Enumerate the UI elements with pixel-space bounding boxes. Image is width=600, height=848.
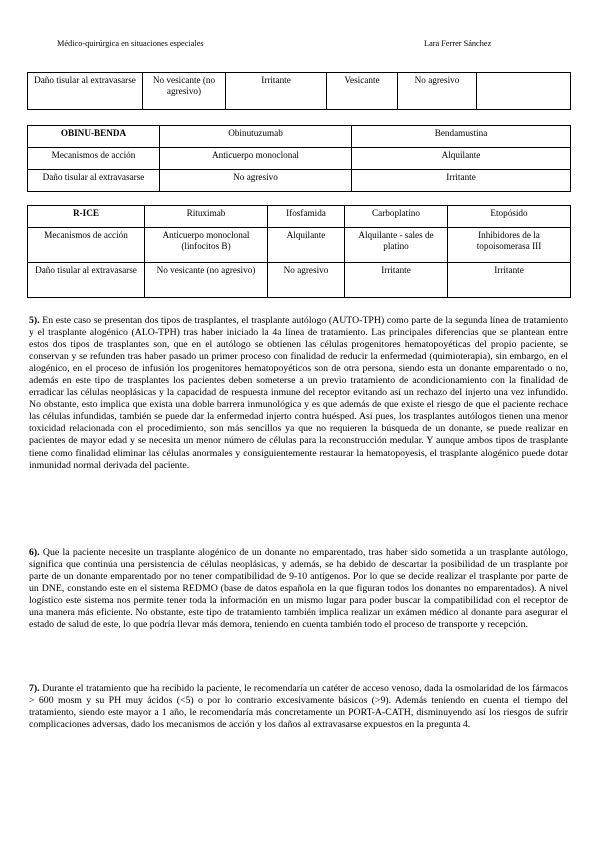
table-cell: Inhibidores de la topoisomerasa III — [448, 228, 571, 263]
table-header-cell: Rituximab — [145, 206, 268, 228]
table-cell: Irritante — [345, 263, 448, 298]
table-row — [28, 170, 571, 192]
table-row — [28, 148, 571, 170]
table-row — [28, 206, 571, 228]
table-cell: No vesicante (no agresivo) — [143, 73, 226, 110]
table-cell — [477, 73, 571, 110]
table-row-label: Mecanismos de acción — [28, 228, 145, 263]
table-row — [28, 126, 571, 148]
paragraph-answer-6 — [29, 547, 568, 631]
table-cell: Vesicante — [327, 73, 398, 110]
table-header-cell: Carboplatino — [345, 206, 448, 228]
paragraph-answer-7 — [29, 683, 568, 731]
table-header-cell: Obinutuzumab — [160, 126, 352, 148]
paragraph-number: 7). — [29, 683, 40, 694]
paragraph-answer-5 — [29, 315, 568, 472]
header-course-title: Médico-quirúrgica en situaciones especiales — [57, 39, 204, 48]
table-row — [28, 73, 571, 110]
table-row-label: Daño tisular al extravasarse — [28, 170, 160, 192]
table-cell: Irritante — [226, 73, 327, 110]
paragraph-text: Durante el tratamiento que ha recibido la paciente, le recomendaría un catéter de acceso venoso, dada la osmolaridad de los fármacos > 600 mosm y su PH muy ácidos (<5) o por lo contrario excesivamente básicos (>9). Además teniendo en cuenta el tiempo del tratamiento, siendo este mayor a 1 año, le recomendaría más concretamente un PORT-A-CATH, disminuyendo así los riesgos de sufrir complicaciones adversas, dado los mecanismos de acción y los daños al extravasarse expuestos en la pregunta 4. — [29, 683, 568, 731]
table-cell: No agresivo — [160, 170, 352, 192]
table-row-label: Mecanismos de acción — [28, 148, 160, 170]
table-header-cell: Bendamustina — [352, 126, 571, 148]
table-title-cell: R-ICE — [28, 206, 145, 228]
paragraph-text: Que la paciente necesite un trasplante alogénico de un donante no emparentado, tras haber sido sometida a un trasplante autólogo, significa que continúa una persistencia de células neoplásicas, y además, se ha debido de descartar la posibilidad de un trasplante por parte de un donante emparentado por no tener compatibilidad de 9-10 antígenos. Por lo que se decide realizar el trasplante por parte de un DNE, constando este en el sistema REDMO (base de datos española en la que figuran todos los donantes no emparentados). A nivel logístico este sistema nos permite tener toda la información en un mismo lugar para poder buscar la compatibilidad con el receptor de una manera más eficiente. No obstante, este tipo de tratamiento también implica realizar un exámen médico al donante para asegurar el estado de salud de este, lo que podría llevar más demora, teniendo en cuenta también todo el proceso de transporte y recepción. — [29, 547, 569, 631]
table-cell: Anticuerpo monoclonal (linfocitos B) — [145, 228, 268, 263]
header-author-name: Lara Ferrer Sánchez — [424, 39, 492, 48]
table-cell: Alquilante — [268, 228, 345, 263]
table-cell: Alquilante — [352, 148, 571, 170]
table-cell: No agresivo — [398, 73, 477, 110]
table-cell: Alquilante - sales de platino — [345, 228, 448, 263]
table-row-label: Daño tisular al extravasarse — [28, 263, 145, 298]
r-ice-table — [27, 205, 571, 298]
paragraph-number: 5). — [29, 315, 40, 326]
table-title-cell: OBINU-BENDA — [28, 126, 160, 148]
table-header-cell: Etopósido — [448, 206, 571, 228]
table-row — [28, 263, 571, 298]
table-cell: No agresivo — [268, 263, 345, 298]
table-header-cell: Ifosfamida — [268, 206, 345, 228]
obinu-benda-table — [27, 125, 571, 192]
paragraph-number: 6). — [29, 547, 40, 558]
extravasation-table-fragment — [27, 72, 571, 110]
table-cell: Anticuerpo monoclonal — [160, 148, 352, 170]
table-cell: No vesicante (no agresivo) — [145, 263, 268, 298]
table-row — [28, 228, 571, 263]
table-cell: Irritante — [352, 170, 571, 192]
paragraph-text: En este caso se presentan dos tipos de trasplantes, el trasplante autólogo (AUTO-TPH) como parte de la segunda línea de tratamiento y el trasplante alogénico (ALO-TPH) tras haber iniciado la 4a línea de tratamiento. Las principales diferencias que se plantean entre estos dos tipos de trasplantes son, que en el autólogo se obtienen las células progenitores hematopoyéticas del propio paciente, se conservan y se refunden tras haber pasado un primer proceso con finalidad de reducir la enfermedad (quimioterapia), sin embargo, en el alogénico, en el proceso de infusión los progenitores hematopoyéticos son de otra persona, siendo esta un donante emparentado o no, además en este tipo de trasplantes los pacientes deben someterse a un previo tratamiento de acondicionamiento con la finalidad de erradicar las células neoplásicas y la capacidad de respuesta inmune del receptor evitando así un rechazo del injerto una vez infundido. No obstante, esto implica que exista una doble barrera inmunológica y es que además de que existe el riesgo de que el paciente rechace las células infundidas, también se puede dar la enfermedad injerto contra huésped. Así pues, los trasplantes autólogos tienen una menor toxicidad relacionada con el procedimiento, son más sencillos ya que no requieren la búsqueda de un donante, se puede realizar en pacientes de mayor edad y se necesita un menor número de células para la reconstrucción medular. Y aunque ambos tipos de trasplante tiene como finalidad eliminar las células anormales y consiguientemente restaurar la hematopoyesis, el trasplante alogénico puede dotar inmunidad normal derivada del paciente. — [29, 315, 569, 471]
table-cell: Irritante — [448, 263, 571, 298]
table-cell: Daño tisular al extravasarse — [28, 73, 143, 110]
